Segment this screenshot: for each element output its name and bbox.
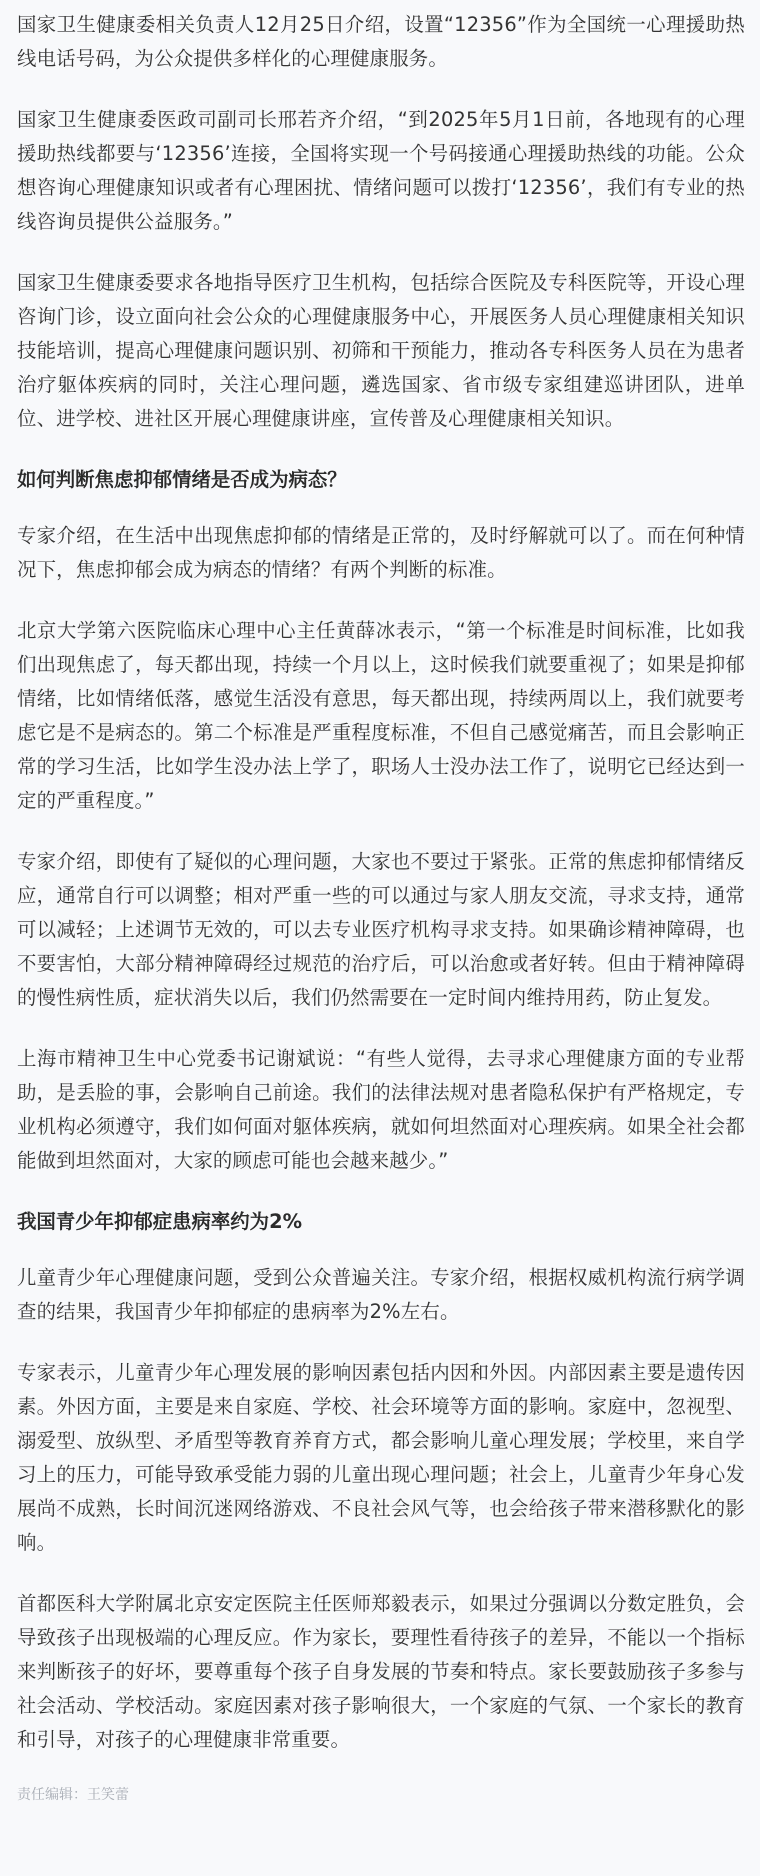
paragraph-hotline-announcement: 国家卫生健康委相关负责人12月25日介绍，设置“12356”作为全国统一心理援助热线电话号码，为公众提供多样化的心理健康服务。: [17, 13, 745, 70]
paragraph-youth-prevalence: 儿童青少年心理健康问题，受到公众普遍关注。专家介绍，根据权威机构流行病学调查的结果，我国青少年抑郁症的患病率为2%左右。: [17, 1266, 745, 1323]
paragraph-medical-institutions: 国家卫生健康委要求各地指导医疗卫生机构，包括综合医院及专科医院等，开设心理咨询门诊，设立面向社会公众的心理健康服务中心，开展医务人员心理健康相关知识技能培训，提高心理健康问题识别、初筛和干预能力，推动各专科医务人员在为患者治疗躯体疾病的同时，关注心理问题，遴选国家、省市级专家组建巡讲团队，进单位、进学校、进社区开展心理健康讲座，宣传普及心理健康相关知识。: [17, 271, 745, 430]
paragraph-expert-intro: 专家介绍，在生活中出现焦虑抑郁的情绪是正常的，及时纾解就可以了。而在何种情况下，焦虑抑郁会成为病态的情绪？有两个判断的标准。: [17, 524, 745, 581]
section-heading-anxiety-depression: 如何判断焦虑抑郁情绪是否成为病态？: [17, 468, 347, 491]
paragraph-shanghai-quote: 上海市精神卫生中心党委书记谢斌说：“有些人觉得，去寻求心理健康方面的专业帮助，是丢脸的事，会影响自己前途。我们的法律法规对患者隐私保护有严格规定，专业机构必须遵守，我们如何面对躯体疾病，就如何坦然面对心理疾病。如果全社会都能做到坦然面对，大家的顾虑可能也会越来越少。”: [17, 1047, 745, 1172]
paragraph-parent-advice: 首都医科大学附属北京安定医院主任医师郑毅表示，如果过分强调以分数定胜负，会导致孩子出现极端的心理反应。作为家长，要理性看待孩子的差异，不能以一个指标来判断孩子的好坏，要尊重每个孩子自身发展的节奏和特点。家长要鼓励孩子多参与社会活动、学校活动。家庭因素对孩子影响很大，一个家庭的气氛、一个家长的教育和引导，对孩子的心理健康非常重要。: [17, 1592, 745, 1751]
section-heading-youth-depression: 我国青少年抑郁症患病率约为2%: [17, 1210, 302, 1233]
article-body: [17, 8, 745, 1806]
paragraph-do-not-panic: 专家介绍，即使有了疑似的心理问题，大家也不要过于紧张。正常的焦虑抑郁情绪反应，通常自行可以调整；相对严重一些的可以通过与家人朋友交流，寻求支持，通常可以减轻；上述调节无效的，可以去专业医疗机构寻求支持。如果确诊精神障碍，也不要害怕，大部分精神障碍经过规范的治疗后，可以治愈或者好转。但由于精神障碍的慢性病性质，症状消失以后，我们仍然需要在一定时间内维持用药，防止复发。: [17, 850, 745, 1009]
paragraph-hotline-connection: 国家卫生健康委医政司副司长邢若齐介绍，“到2025年5月1日前，各地现有的心理援助热线都要与‘12356’连接，全国将实现一个号码接通心理援助热线的功能。公众想咨询心理健康知识或者有心理困扰、情绪问题可以拨打‘12356’，我们有专业的热线咨询员提供公益服务。”: [17, 108, 745, 233]
responsible-editor: 责任编辑：王笑蕾: [17, 1787, 129, 1803]
paragraph-two-standards: 北京大学第六医院临床心理中心主任黄薛冰表示，“第一个标准是时间标准，比如我们出现焦虑了，每天都出现，持续一个月以上，这时候我们就要重视了；如果是抑郁情绪，比如情绪低落，感觉生活没有意思，每天都出现，持续两周以上，我们就要考虑它是不是病态的。第二个标准是严重程度标准，不但自己感觉痛苦，而且会影响正常的学习生活，比如学生没办法上学了，职场人士没办法工作了，说明它已经达到一定的严重程度。”: [17, 619, 745, 812]
paragraph-influence-factors: 专家表示，儿童青少年心理发展的影响因素包括内因和外因。内部因素主要是遗传因素。外因方面，主要是来自家庭、学校、社会环境等方面的影响。家庭中，忽视型、溺爱型、放纵型、矛盾型等教育养育方式，都会影响儿童心理发展；学校里，来自学习上的压力，可能导致承受能力弱的儿童出现心理问题；社会上，儿童青少年身心发展尚不成熟，长时间沉迷网络游戏、不良社会风气等，也会给孩子带来潜移默化的影响。: [17, 1361, 745, 1554]
